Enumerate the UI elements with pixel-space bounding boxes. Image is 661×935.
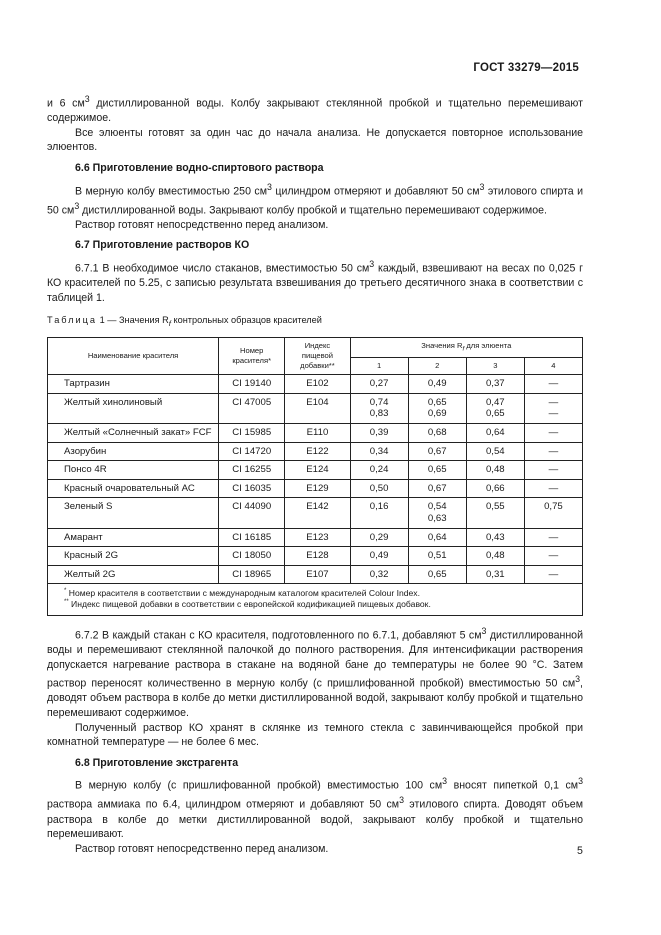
text-run: для элюента xyxy=(464,340,512,350)
rf-eluent-2-cell: 0,49 xyxy=(408,375,466,394)
rf-eluent-3-cell: 0,54 xyxy=(466,442,524,461)
dye-number-cell: CI 47005 xyxy=(219,393,285,423)
dye-number-cell: CI 16035 xyxy=(219,479,285,498)
rf-eluent-1-cell: 0,50 xyxy=(350,479,408,498)
paragraph-eluents: Все элюенты готовят за один час до начала анализа. Не допускается повторное использование элюентов. xyxy=(47,126,583,154)
rf-eluent-2-cell: 0,67 xyxy=(408,479,466,498)
paragraph-6-8 xyxy=(47,774,583,841)
header-dye-name: Наименование красителя xyxy=(48,337,219,375)
text-run: 1 — Значения R xyxy=(99,315,169,326)
rf-eluent-3-cell: 0,64 xyxy=(466,423,524,442)
food-index-cell: E124 xyxy=(285,461,350,480)
caption-prefix: Таблица xyxy=(47,315,98,326)
paragraph-6-6 xyxy=(47,180,583,218)
paragraph-6-8-note: Раствор готовят непосредственно перед анализом. xyxy=(75,842,329,855)
food-index-cell: E129 xyxy=(285,479,350,498)
rf-eluent-2-cell: 0,65 xyxy=(408,565,466,584)
section-6-8-title: 6.8 Приготовление экстрагента xyxy=(75,756,239,769)
superscript: 3 xyxy=(369,258,375,269)
table-row xyxy=(48,498,583,528)
dye-name-cell: Желтый хинолиновый xyxy=(48,393,219,423)
text-run: В мерную колбу вместимостью 250 см xyxy=(75,185,267,198)
table-row xyxy=(48,393,583,423)
text-run: В мерную колбу (с пришлифованной пробкой) вместимостью 100 см xyxy=(75,779,443,792)
table-row xyxy=(48,479,583,498)
header-rf-values xyxy=(350,337,582,358)
dye-name-cell: Желтый 2G xyxy=(48,565,219,584)
rf-eluent-1-cell: 0,32 xyxy=(350,565,408,584)
paragraph-6-6-note: Раствор готовят непосредственно перед анализом. xyxy=(75,218,329,231)
paragraph-continuation xyxy=(47,92,583,126)
dye-number-cell: CI 18965 xyxy=(219,565,285,584)
section-6-6-title: 6.6 Приготовление водно-спиртового раствора xyxy=(75,161,324,174)
text-run: 6.7.2 В каждый стакан с КО красителя, подготовленного по 6.7.1, добавляют 5 см xyxy=(75,629,482,642)
footnote-mark: * xyxy=(64,588,67,595)
dye-name-cell: Понсо 4R xyxy=(48,461,219,480)
section-6-7-title: 6.7 Приготовление растворов КО xyxy=(75,239,250,252)
superscript: 3 xyxy=(479,181,485,192)
paragraph-6-7-1 xyxy=(47,257,583,305)
text-run: дистиллированной воды. Колбу закрывают стеклянной пробкой и тщательно перемешивают содержимое. xyxy=(47,97,583,125)
subscript: f xyxy=(168,319,171,329)
table-body xyxy=(48,375,583,584)
rf-eluent-1-cell: 0,49 xyxy=(350,547,408,566)
dye-name-cell: Красный очаровательный АС xyxy=(48,479,219,498)
rf-eluent-3-cell: 0,47 0,65 xyxy=(466,393,524,423)
rf-eluent-1-cell: 0,27 xyxy=(350,375,408,394)
dye-number-cell: CI 14720 xyxy=(219,442,285,461)
food-index-cell: E104 xyxy=(285,393,350,423)
superscript: 3 xyxy=(578,776,583,787)
superscript: 3 xyxy=(399,795,404,806)
header-dye-number: Номер красителя* xyxy=(219,337,285,375)
text-run: контрольных образцов красителей xyxy=(170,315,322,326)
table-caption xyxy=(47,313,583,331)
text-run: этилового спирта и 50 см xyxy=(47,185,583,217)
food-index-cell: E102 xyxy=(285,375,350,394)
footnote-mark: ** xyxy=(64,599,69,606)
food-index-cell: E128 xyxy=(285,547,350,566)
table-row xyxy=(48,442,583,461)
dye-number-cell: CI 44090 xyxy=(219,498,285,528)
rf-values-table xyxy=(47,337,583,616)
dye-number-cell: CI 16185 xyxy=(219,528,285,547)
standard-number: ГОСТ 33279—2015 xyxy=(473,62,579,74)
rf-eluent-3-cell: 0,66 xyxy=(466,479,524,498)
text-run: цилиндром отмеряют и добавляют 50 см xyxy=(271,185,480,198)
table-row xyxy=(48,423,583,442)
text-run: , доводят объем раствора в колбе до метки дистиллированной водой, закрывают колбу пробкой и тщательно перемешивают содержимое. xyxy=(47,677,583,719)
table-row xyxy=(48,528,583,547)
rf-eluent-1-cell: 0,34 xyxy=(350,442,408,461)
rf-eluent-3-cell: 0,43 xyxy=(466,528,524,547)
rf-eluent-2-cell: 0,64 xyxy=(408,528,466,547)
rf-eluent-4-cell: — xyxy=(524,565,582,584)
paragraph-storage: Полученный раствор КО хранят в склянке из темного стекла с завинчивающейся пробкой при комнатной температуре — не более 6 мес. xyxy=(47,721,583,749)
rf-eluent-1-cell: 0,39 xyxy=(350,423,408,442)
header-eluent-3: 3 xyxy=(466,358,524,375)
text-run: дистиллированной воды. Закрывают колбу пробкой и тщательно перемешивают содержимое. xyxy=(79,204,547,217)
text-run: Номер красителя в соответствии с международным каталогом красителей Colour Index. xyxy=(66,588,420,599)
rf-eluent-3-cell: 0,55 xyxy=(466,498,524,528)
dye-number-cell: CI 15985 xyxy=(219,423,285,442)
rf-eluent-4-cell: — xyxy=(524,547,582,566)
rf-eluent-4-cell: — xyxy=(524,479,582,498)
superscript: 3 xyxy=(267,181,272,192)
rf-eluent-4-cell: — xyxy=(524,442,582,461)
food-index-cell: E107 xyxy=(285,565,350,584)
superscript: 3 xyxy=(74,200,80,211)
rf-eluent-2-cell: 0,67 xyxy=(408,442,466,461)
dye-number-cell: CI 16255 xyxy=(219,461,285,480)
food-index-cell: E142 xyxy=(285,498,350,528)
dye-name-cell: Амарант xyxy=(48,528,219,547)
page-number: 5 xyxy=(577,845,583,857)
dye-name-cell: Тартразин xyxy=(48,375,219,394)
rf-eluent-2-cell: 0,65 0,69 xyxy=(408,393,466,423)
rf-eluent-3-cell: 0,31 xyxy=(466,565,524,584)
header-eluent-1: 1 xyxy=(350,358,408,375)
superscript: 3 xyxy=(575,674,581,685)
rf-eluent-1-cell: 0,74 0,83 xyxy=(350,393,408,423)
rf-eluent-3-cell: 0,37 xyxy=(466,375,524,394)
food-index-cell: E110 xyxy=(285,423,350,442)
rf-eluent-2-cell: 0,65 xyxy=(408,461,466,480)
rf-eluent-4-cell: — xyxy=(524,461,582,480)
superscript: 3 xyxy=(84,94,90,104)
table-row xyxy=(48,565,583,584)
food-index-cell: E122 xyxy=(285,442,350,461)
header-eluent-2: 2 xyxy=(408,358,466,375)
header-eluent-4: 4 xyxy=(524,358,582,375)
dye-name-cell: Зеленый S xyxy=(48,498,219,528)
paragraph-6-7-2 xyxy=(47,624,583,721)
superscript: 3 xyxy=(481,625,487,636)
rf-eluent-3-cell: 0,48 xyxy=(466,461,524,480)
page-content xyxy=(47,92,583,856)
dye-name-cell: Желтый «Солнечный закат» FCF xyxy=(48,423,219,442)
rf-eluent-4-cell: 0,75 xyxy=(524,498,582,528)
text-run: каждый, взвешивают на весах по 0,025 г КО красителей по 5.25, с записью результата взвешивания до третьего десятичного знака в соответствии с таблицей 1. xyxy=(47,262,583,304)
text-run: дистиллированной воды и перемешивают стеклянной палочкой до полного растворения. Для интенсификации растворения допускается нагревание раствора в стакане на водяной бане до температуры не более 90 °С. Затем раствор переносят количественно в мерную колбу (с пришлифованной пробкой) вместимостью 50 см xyxy=(47,629,583,690)
text-run: вносят пипеткой 0,1 см xyxy=(447,779,579,792)
text-run: и 6 см xyxy=(47,97,85,110)
dye-number-cell: CI 19140 xyxy=(219,375,285,394)
footnote-2 xyxy=(64,599,576,610)
rf-eluent-4-cell: — xyxy=(524,528,582,547)
rf-eluent-2-cell: 0,51 xyxy=(408,547,466,566)
text-run: этилового спирта. Доводят объем раствора в колбе до метки дистиллированной водой, закрывают колбу пробкой и тщательно перемешивают. xyxy=(47,798,583,841)
food-index-cell: E123 xyxy=(285,528,350,547)
table-footnotes xyxy=(48,584,583,616)
rf-eluent-4-cell: — — xyxy=(524,393,582,423)
subscript: f xyxy=(462,345,465,353)
rf-eluent-1-cell: 0,29 xyxy=(350,528,408,547)
text-run: 6.7.1 В необходимое число стаканов, вместимостью 50 см xyxy=(75,262,370,275)
rf-eluent-2-cell: 0,68 xyxy=(408,423,466,442)
text-run: Значения R xyxy=(421,340,463,350)
rf-eluent-1-cell: 0,24 xyxy=(350,461,408,480)
dye-name-cell: Красный 2G xyxy=(48,547,219,566)
table-row xyxy=(48,547,583,566)
text-run: Индекс пищевой добавки в соответствии с европейской кодификацией пищевых добавок. xyxy=(68,599,431,610)
rf-eluent-2-cell: 0,54 0,63 xyxy=(408,498,466,528)
table-row xyxy=(48,375,583,394)
rf-eluent-4-cell: — xyxy=(524,423,582,442)
rf-eluent-1-cell: 0,16 xyxy=(350,498,408,528)
superscript: 3 xyxy=(442,776,448,787)
table-row xyxy=(48,461,583,480)
footnote-1 xyxy=(64,588,576,599)
dye-number-cell: CI 18050 xyxy=(219,547,285,566)
text-run: раствора аммиака по 6.4, цилиндром отмеряют и добавляют 50 см xyxy=(47,798,400,811)
dye-name-cell: Азорубин xyxy=(48,442,219,461)
rf-eluent-4-cell: — xyxy=(524,375,582,394)
header-food-index: Индекс пищевой добавки** xyxy=(285,337,350,375)
rf-eluent-3-cell: 0,48 xyxy=(466,547,524,566)
